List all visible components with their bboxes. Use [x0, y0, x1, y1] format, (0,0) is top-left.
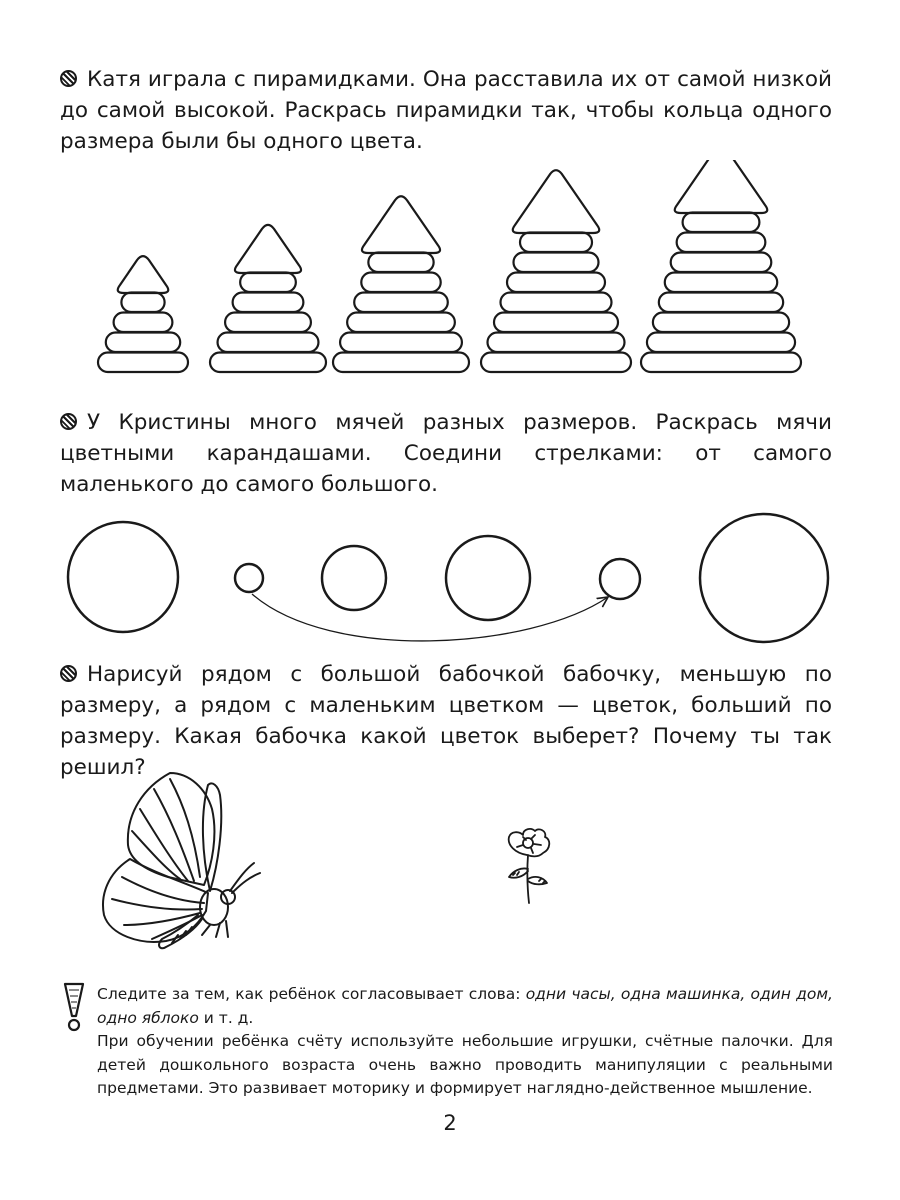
- pyramid-ring[interactable]: [653, 313, 789, 333]
- pyramid-ring[interactable]: [514, 253, 599, 273]
- pyramid-ring[interactable]: [641, 353, 801, 373]
- pyramid-ring[interactable]: [354, 293, 448, 313]
- flower-illustration: [495, 825, 565, 915]
- pyramid-ring[interactable]: [677, 233, 766, 253]
- balls-illustration: [0, 500, 900, 660]
- pyramid-ring[interactable]: [361, 273, 440, 293]
- pyramid: [641, 160, 801, 372]
- pyramid-ring[interactable]: [233, 293, 304, 313]
- ball[interactable]: [600, 559, 640, 599]
- pyramid-ring[interactable]: [520, 233, 592, 253]
- pyramid-ring[interactable]: [683, 213, 760, 233]
- pyramid-top[interactable]: [362, 196, 440, 253]
- pyramid: [481, 170, 631, 372]
- ball[interactable]: [235, 564, 263, 592]
- exclamation-icon: [62, 982, 86, 1034]
- pyramid-top[interactable]: [675, 160, 768, 213]
- pyramid-ring[interactable]: [665, 273, 777, 293]
- pyramid-ring[interactable]: [210, 353, 326, 373]
- pyramid-ring[interactable]: [347, 313, 455, 333]
- note-examples: одни часы, одна машинка, один дом, одно яблоко: [97, 985, 833, 1027]
- task-marker-icon: [60, 665, 77, 682]
- pyramid-ring[interactable]: [494, 313, 618, 333]
- task-balls: [60, 407, 832, 500]
- pyramid-ring[interactable]: [647, 333, 795, 353]
- ball[interactable]: [322, 546, 386, 610]
- note-paragraph-2: При обучении ребёнка счёту используйте небольшие игрушки, счётные палочки. Для детей дошкольного возраста очень важно проводить манипуляции с реальными предметами. Это развивает моторику и формирует наглядно-действенное мышление.: [97, 1032, 833, 1097]
- pyramid-ring[interactable]: [671, 253, 772, 273]
- pyramid-ring[interactable]: [106, 333, 180, 353]
- ball[interactable]: [700, 514, 828, 642]
- page-number: 2: [443, 1111, 457, 1135]
- task-pyramids-text: Катя играла с пирамидками. Она расставила их от самой низкой до самой высокой. Раскрась пирамидки так, чтобы кольца одного размера были бы одного цвета.: [60, 67, 832, 154]
- note-paragraph-1: Следите за тем, как ребёнок согласовывает слова: одни часы, одна машинка, один дом, одно яблоко и т. д.: [97, 985, 833, 1027]
- pyramid-ring[interactable]: [368, 253, 433, 273]
- pyramid-ring[interactable]: [121, 293, 164, 313]
- pyramid-ring[interactable]: [501, 293, 612, 313]
- task-marker-icon: [60, 70, 77, 87]
- pyramid-ring[interactable]: [488, 333, 625, 353]
- pyramid-ring[interactable]: [481, 353, 631, 373]
- ball[interactable]: [446, 536, 530, 620]
- pyramid-ring[interactable]: [225, 313, 311, 333]
- parent-note: [97, 983, 833, 1101]
- task-pyramids: [60, 64, 832, 157]
- pyramid-ring[interactable]: [507, 273, 605, 293]
- arrow-icon: [252, 594, 608, 641]
- pyramid-top[interactable]: [513, 170, 600, 233]
- ball[interactable]: [68, 522, 178, 632]
- pyramid-ring[interactable]: [218, 333, 319, 353]
- pyramid-ring[interactable]: [240, 273, 296, 293]
- pyramid-top[interactable]: [118, 256, 169, 293]
- pyramid-ring[interactable]: [659, 293, 783, 313]
- pyramid-ring[interactable]: [114, 313, 173, 333]
- task-marker-icon: [60, 413, 77, 430]
- pyramid-ring[interactable]: [340, 333, 462, 353]
- task-butterfly-text: Нарисуй рядом с большой бабочкой бабочку, меньшую по размеру, а рядом с маленьким цветком — цветок, больший по размеру. Какая бабочка какой цветок выберет? Почему ты так решил?: [60, 662, 832, 780]
- pyramid: [210, 225, 326, 372]
- pyramid-top[interactable]: [235, 225, 301, 273]
- pyramid-ring[interactable]: [98, 353, 188, 373]
- pyramid-ring[interactable]: [333, 353, 469, 373]
- pyramids-illustration: [0, 160, 900, 385]
- butterfly-illustration: [90, 765, 350, 955]
- pyramid: [333, 196, 469, 372]
- pyramid: [98, 256, 188, 372]
- task-balls-text: У Кристины много мячей разных размеров. Раскрась мячи цветными карандашами. Соедини стрелками: от самого маленького до самого большого.: [60, 410, 832, 497]
